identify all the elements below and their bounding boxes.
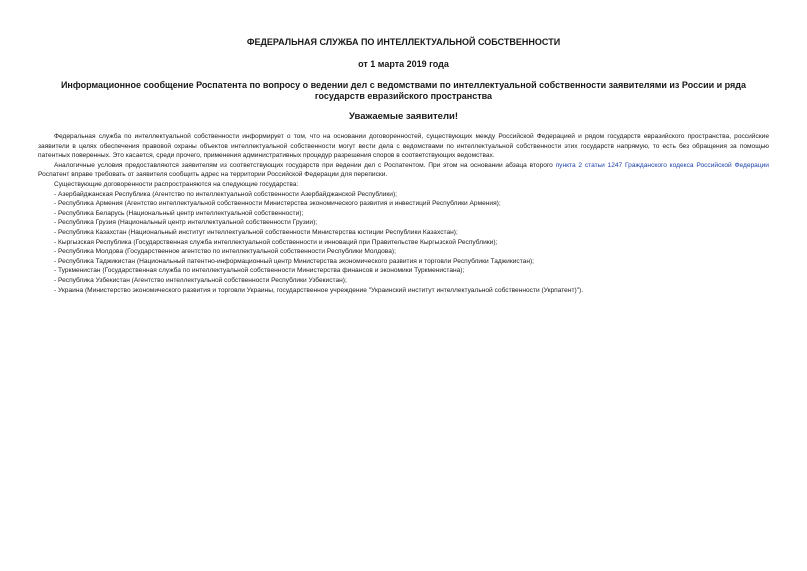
document-body [38,132,769,295]
paragraph-conditions-text-end: Роспатент вправе требовать от заявителя сообщить адрес на территории Российской Федерации для переписки. [38,171,388,179]
list-item: - Украина (Министерство экономического развития и торговли Украины, государственное учреждение "Украинский институт интеллектуальной собственности (Укрпатент)"). [54,286,584,294]
list-item: - Республика Узбекистан (Агентство интеллектуальной собственности Республики Узбекистан); [54,276,347,284]
list-item: - Республика Беларусь (Национальный центр интеллектуальной собственности); [54,209,304,217]
list-item: - Республика Казахстан (Национальный институт интеллектуальной собственности Министерства юстиции Республики Казахстан); [54,228,458,236]
paragraph-intro: Федеральная служба по интеллектуальной собственности информирует о том, что на основании договоренностей, существующих между Российской Федерацией и рядом государств евразийского пространства, российские заявители в целях обеспечения правовой охраны объектов интеллектуальной собственности могут вести дела с ведомствами по интеллектуальной собственности этих государств напрямую, то есть без обращения за помощью патентных поверенных. Это касается, среди прочего, применения административных процедур разрешения споров в соответствующих ведомствах. [38,133,769,160]
countries-list [38,190,769,296]
paragraph-conditions-text-start: Аналогичные условия предоставляются заявителям из соответствующих государств при ведении дел с Роспатентом. При этом на основании абзаца второго [54,161,556,169]
paragraph-agreements: Существующие договоренности распространяются на следующие государства: [54,180,299,188]
document-date: от 1 марта 2019 года [358,59,449,69]
list-item: - Туркменистан (Государственная служба по интеллектуальной собственности Министерства финансов и экономики Туркменистана); [54,267,465,275]
list-item: - Республика Грузия (Национальный центр интеллектуальной собственности Грузии); [54,219,318,227]
list-item: - Кыргызская Республика (Государственная служба интеллектуальной собственности и инноваций при Правительстве Кыргызской Республики); [54,238,498,246]
list-item: - Республика Молдова (Государственное агентство по интеллектуальной собственности Республики Молдова); [54,248,396,256]
organization-title: ФЕДЕРАЛЬНАЯ СЛУЖБА ПО ИНТЕЛЛЕКТУАЛЬНОЙ СОБСТВЕННОСТИ [246,37,561,47]
paragraph-conditions [38,161,769,180]
civil-code-link[interactable]: пункта 2 статьи 1247 Гражданского кодекса Российской Федерации [555,161,769,169]
list-item: - Азербайджанская Республика (Агентство по интеллектуальной собственности Азербайджанской Республики); [54,190,397,198]
list-item: - Республика Таджикистан (Национальный патентно-информационный центр Министерства экономического развития и торговли Республики Таджикистан); [54,257,535,265]
document-title: Информационное сообщение Роспатента по вопросу о ведении дел с ведомствами по интеллектуальной собственности заявителями из России и ряда государств евразийского пространства [60,80,747,101]
list-item: - Республика Армения (Агентство интеллектуальной собственности Министерства экономического развития и инвестиций Республики Армения); [54,200,501,208]
greeting-heading: Уважаемые заявители! [349,111,458,122]
